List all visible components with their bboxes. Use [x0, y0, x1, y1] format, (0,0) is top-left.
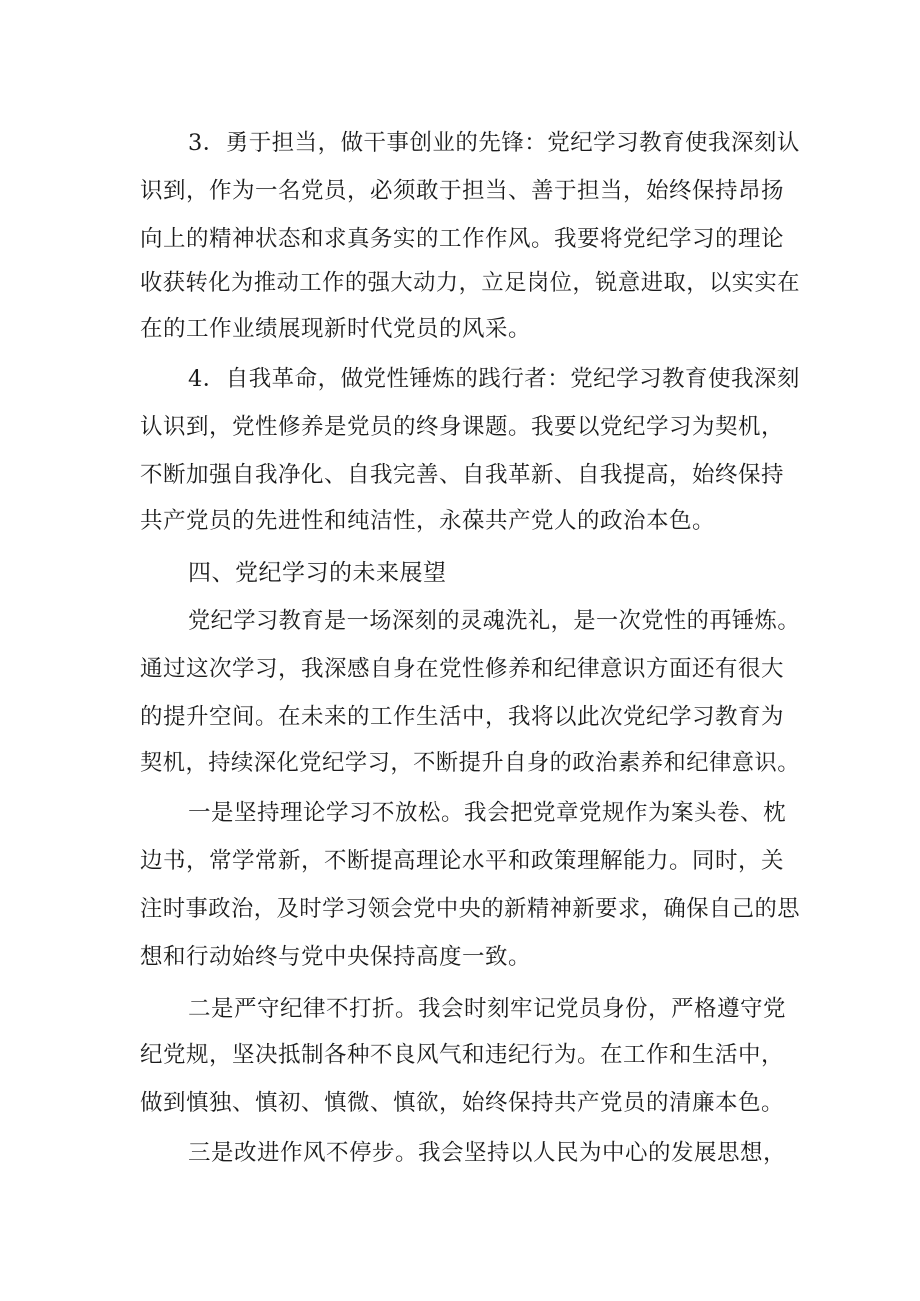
paragraph-5-line-2: 纪党规，坚决抵制各种不良风气和违纪行为。在工作和生活中，	[140, 1042, 785, 1068]
paragraph-6-line-1: 三是改进作风不停步。我会坚持以人民为中心的发展思想，	[188, 1140, 787, 1166]
paragraph-3-line-1: 党纪学习教育是一场深刻的灵魂洗礼，是一次党性的再锤炼。	[188, 608, 801, 634]
paragraph-5-line-1: 二是严守纪律不打折。我会时刻牢记党员身份，严格遵守党	[188, 996, 787, 1022]
paragraph-4-line-1: 一是坚持理论学习不放松。我会把党章党规作为案头卷、枕	[188, 800, 787, 826]
paragraph-4-line-3: 注时事政治，及时学习领会党中央的新精神新要求，确保自己的思	[140, 896, 801, 922]
paragraph-3-line-3: 的提升空间。在未来的工作生活中，我将以此次党纪学习教育为	[140, 704, 785, 730]
paragraph-3-line-2: 通过这次学习，我深感自身在党性修养和纪律意识方面还有很大	[140, 656, 785, 682]
paragraph-1-line-1: 3．勇于担当，做干事创业的先锋：党纪学习教育使我深刻认	[188, 130, 800, 156]
section-heading: 四、党纪学习的未来展望	[188, 560, 447, 586]
paragraph-4-line-2: 边书，常学常新，不断提高理论水平和政策理解能力。同时，关	[140, 848, 785, 874]
paragraph-1-line-2: 识到，作为一名党员，必须敢于担当、善于担当，始终保持昂扬	[140, 178, 785, 204]
paragraph-5-line-3: 做到慎独、慎初、慎微、慎欲，始终保持共产党员的清廉本色。	[140, 1090, 785, 1116]
paragraph-1-line-3: 向上的精神状态和求真务实的工作作风。我要将党纪学习的理论	[140, 226, 785, 252]
paragraph-2-line-2: 认识到，党性修养是党员的终身课题。我要以党纪学习为契机，	[140, 414, 785, 440]
paragraph-1-line-5: 在的工作业绩展现新时代党员的风采。	[140, 316, 532, 342]
paragraph-1-line-4: 收获转化为推动工作的强大动力，立足岗位，锐意进取，以实实在	[140, 270, 801, 296]
paragraph-4-line-4: 想和行动始终与党中央保持高度一致。	[140, 944, 532, 970]
paragraph-2-line-4: 共产党员的先进性和纯洁性，永葆共产党人的政治本色。	[140, 508, 716, 534]
paragraph-3-line-4: 契机，持续深化党纪学习，不断提升自身的政治素养和纪律意识。	[140, 750, 801, 776]
paragraph-2-line-3: 不断加强自我净化、自我完善、自我革新、自我提高，始终保持	[140, 462, 785, 488]
paragraph-2-line-1: 4．自我革命，做党性锤炼的践行者：党纪学习教育使我深刻	[188, 366, 800, 392]
